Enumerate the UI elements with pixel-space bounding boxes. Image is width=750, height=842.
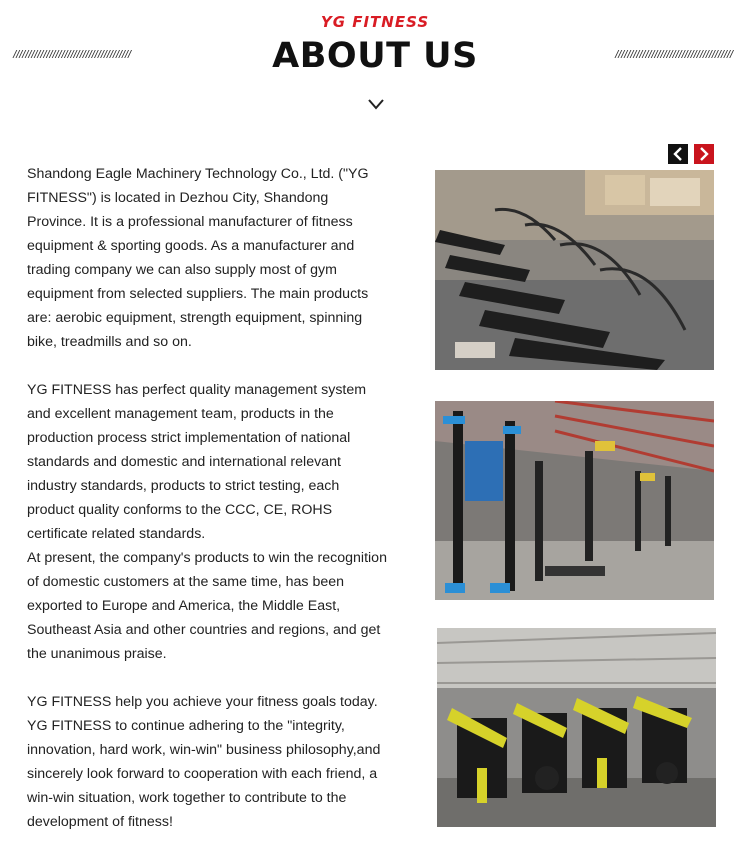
about-paragraph-4: YG FITNESS help you achieve your fitness goals today. YG FITNESS to continue adhering to the "integrity, innovation, hard work, win-win" business philosophy,and sincerely look forward to cooperation with each friend, a win-win situation, work together to contribute to the development of fitness!	[27, 694, 381, 830]
page-title: ABOUT US	[272, 36, 478, 76]
about-paragraph-1: Shandong Eagle Machinery Technology Co., Ltd. ("YG FITNESS") is located in Dezhou City, Shandong Province. It is a professional manufacturer of fitness equipment & sporting goods. As a manufacturer and trading company we can also supply most of gym equipment from selected suppliers. The main products are: aerobic equipment, strength equipment, spinning bike, treadmills and so on.	[27, 166, 369, 350]
gallery-next-button[interactable]	[694, 144, 714, 164]
treadmill-warehouse-photo	[435, 170, 714, 370]
plate-loaded-machines-photo	[437, 628, 716, 827]
chevron-left-icon	[672, 147, 684, 161]
about-text	[27, 162, 389, 834]
gallery-prev-button[interactable]	[668, 144, 688, 164]
chevron-down-icon	[367, 97, 385, 111]
decorative-hatch-left: ///////////////////////////////////////	[12, 49, 130, 60]
chevron-right-icon	[698, 147, 710, 161]
brand-logo: YG FITNESS	[320, 13, 430, 31]
about-paragraph-3: At present, the company's products to win the recognition of domestic customers at the same time, has been exported to Europe and America, the Middle East, Southeast Asia and other countries and regions, and get the unanimous praise.	[27, 550, 387, 662]
decorative-hatch-right: ///////////////////////////////////////	[614, 49, 732, 60]
about-paragraph-2: YG FITNESS has perfect quality management system and excellent management team, products in the production process strict implementation of national standards and domestic and international relevant industry standards, products to strict testing, each product quality conforms to the CCC, CE, ROHS certificate related standards.	[27, 382, 367, 542]
functional-trainer-factory-photo	[435, 401, 714, 600]
